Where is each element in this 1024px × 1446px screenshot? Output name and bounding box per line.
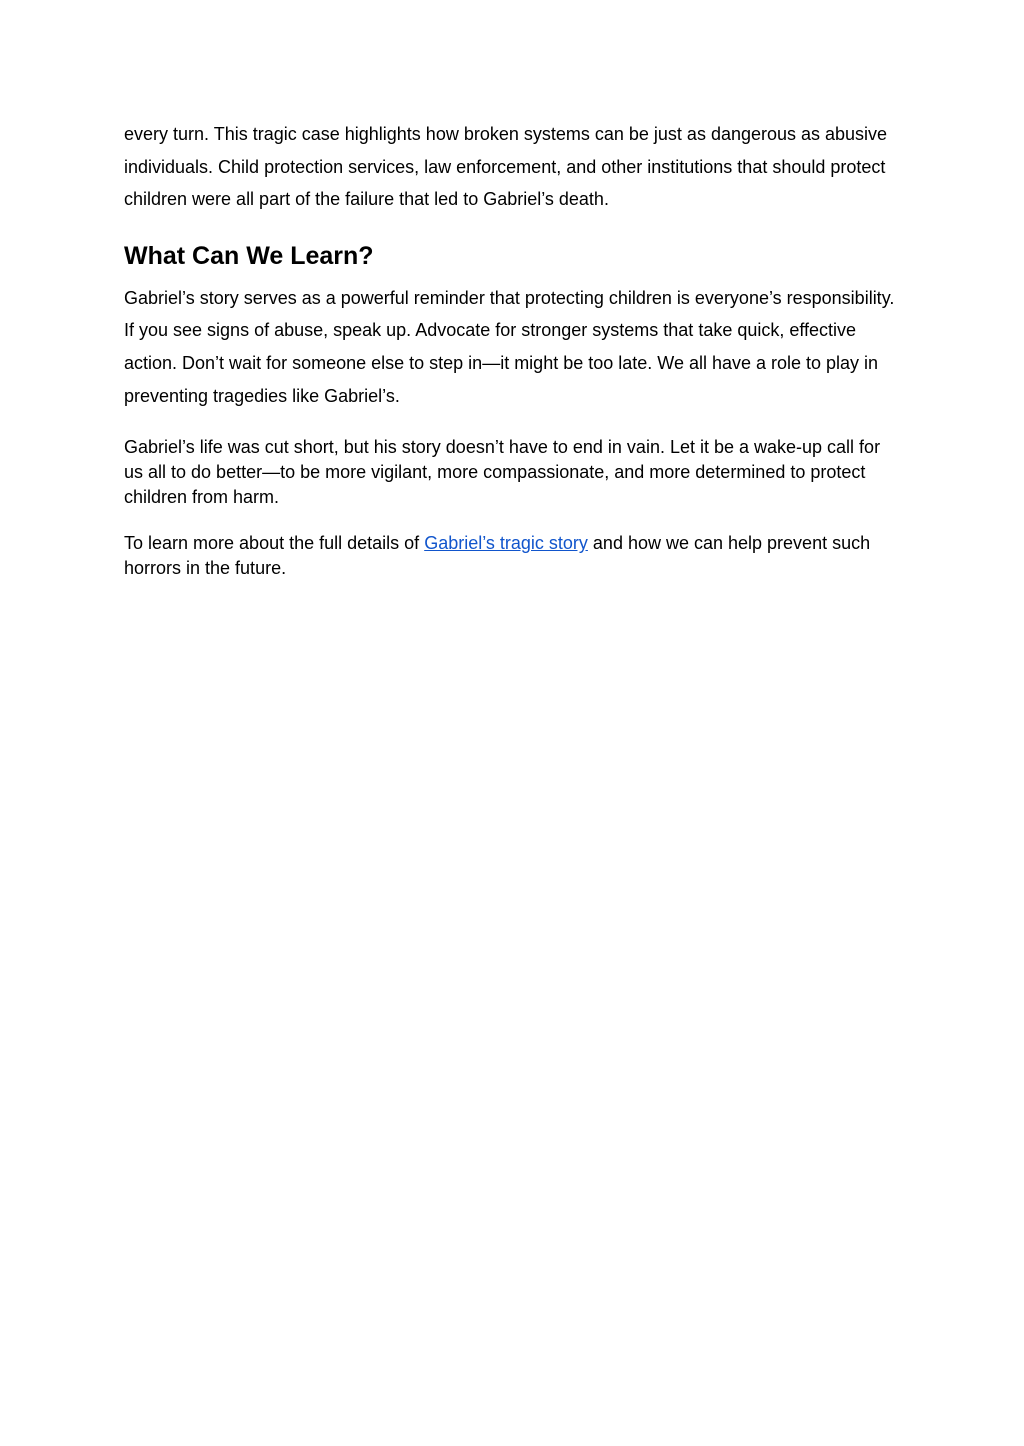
section-heading: What Can We Learn? xyxy=(124,241,374,270)
closing-paragraph: Gabriel’s life was cut short, but his story doesn’t have to end in vain. Let it be a wake-up call for us all to do better—to be more vigilant, more compassionate, and more determined to protect children from harm. xyxy=(124,437,881,508)
document-page xyxy=(124,118,904,581)
learn-more-paragraph xyxy=(124,531,904,581)
learn-more-trailing-text: and how we can help prevent such horrors in the future. xyxy=(124,533,871,579)
lesson-paragraph: Gabriel’s story serves as a powerful reminder that protecting children is everyone’s responsibility. If you see signs of abuse, speak up. Advocate for stronger systems that take quick, effective action. Don’t wait for someone else to step in—it might be too late. We all have a role to play in preventing tragedies like Gabriel’s. xyxy=(124,287,895,406)
learn-more-lead-text: To learn more about the full details of xyxy=(124,533,425,554)
story-link[interactable]: Gabriel’s tragic story xyxy=(424,533,588,554)
intro-paragraph: every turn. This tragic case highlights how broken systems can be just as dangerous as abusive individuals. Child protection services, law enforcement, and other institutions that should protect children were all part of the failure that led to Gabriel’s death. xyxy=(124,124,888,210)
